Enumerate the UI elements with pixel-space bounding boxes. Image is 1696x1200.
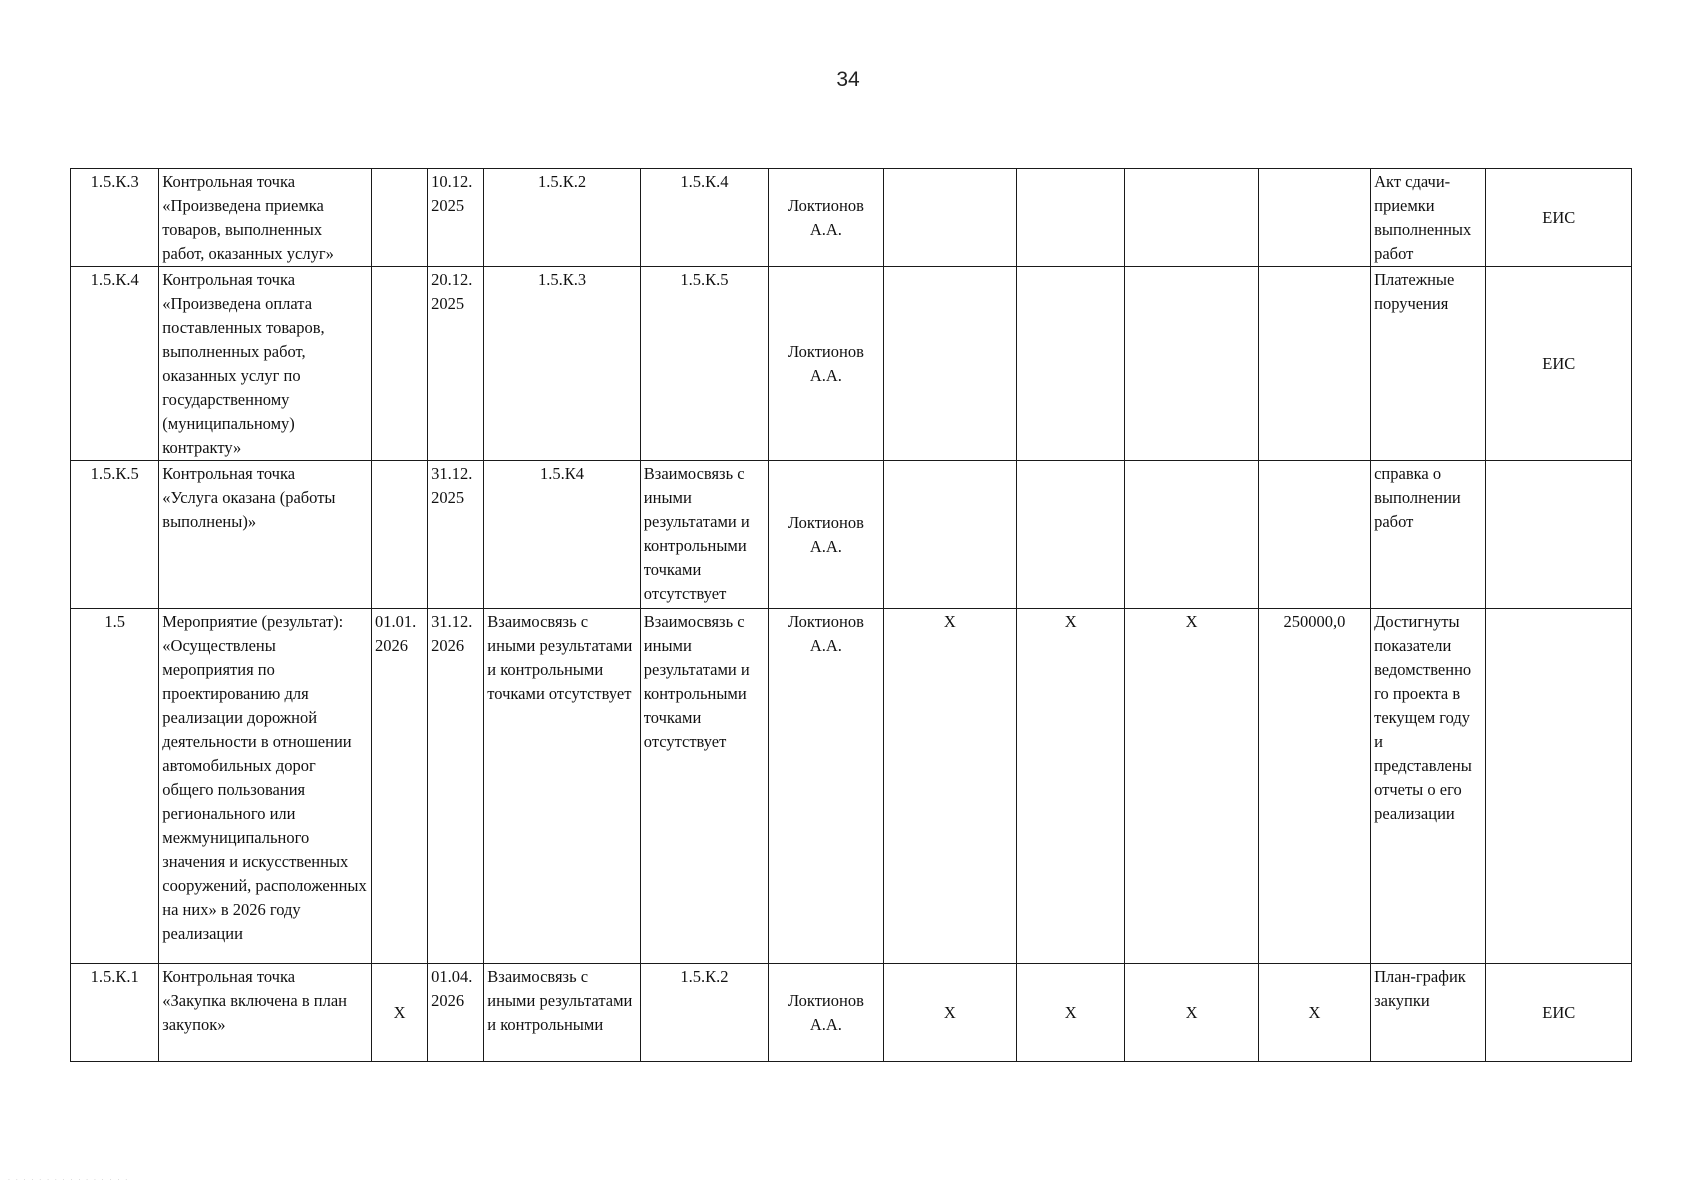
row-successor: Взаимосвязь с иными результатами и контрольными точками отсутствует <box>640 461 768 609</box>
row-col9 <box>1016 461 1124 609</box>
row-predecessor: Взаимосвязь с иными результатами и контрольными <box>484 964 641 1062</box>
row-responsible: Локтионов А.А. <box>769 609 883 964</box>
row-col9 <box>1016 169 1124 267</box>
row-code: 1.5.К.5 <box>71 461 159 609</box>
table-row <box>71 267 1632 461</box>
row-predecessor: 1.5.К4 <box>484 461 641 609</box>
row-end-date: 20.12. 2025 <box>428 267 484 461</box>
row-responsible: Локтионов А.А. <box>769 169 883 267</box>
row-predecessor: Взаимосвязь с иными результатами и контрольными точками отсутствует <box>484 609 641 964</box>
row-start-date <box>371 267 427 461</box>
row-col9: X <box>1016 964 1124 1062</box>
row-name: Контрольная точка «Услуга оказана (работы выполнены)» <box>159 461 372 609</box>
row-col9 <box>1016 267 1124 461</box>
row-successor: 1.5.К.5 <box>640 267 768 461</box>
row-responsible: Локтионов А.А. <box>769 267 883 461</box>
control-points-table <box>70 168 1632 1062</box>
row-col8: X <box>883 964 1016 1062</box>
row-end-date: 31.12. 2026 <box>428 609 484 964</box>
row-col11 <box>1258 267 1370 461</box>
row-successor: 1.5.К.4 <box>640 169 768 267</box>
table-row <box>71 169 1632 267</box>
row-col11: X <box>1258 964 1370 1062</box>
row-system <box>1486 461 1632 609</box>
row-document: Платежные поручения <box>1371 267 1486 461</box>
page-number: 34 <box>836 68 860 91</box>
row-name: Контрольная точка «Произведена приемка товаров, выполненных работ, оказанных услуг» <box>159 169 372 267</box>
row-document: План-график закупки <box>1371 964 1486 1062</box>
row-code: 1.5.К.3 <box>71 169 159 267</box>
row-start-date <box>371 169 427 267</box>
row-system: ЕИС <box>1486 267 1632 461</box>
row-col9: X <box>1016 609 1124 964</box>
row-col10: X <box>1125 609 1258 964</box>
row-col11 <box>1258 169 1370 267</box>
table-row <box>71 609 1632 964</box>
row-code: 1.5 <box>71 609 159 964</box>
row-responsible: Локтионов А.А. <box>769 964 883 1062</box>
row-system: ЕИС <box>1486 964 1632 1062</box>
row-col10 <box>1125 169 1258 267</box>
row-col10 <box>1125 267 1258 461</box>
scan-artifact: . . . . . . . . . . . . . . . . <box>8 1175 130 1182</box>
row-system <box>1486 609 1632 964</box>
row-col8 <box>883 461 1016 609</box>
row-system: ЕИС <box>1486 169 1632 267</box>
row-predecessor: 1.5.К.2 <box>484 169 641 267</box>
table-row <box>71 461 1632 609</box>
row-col8 <box>883 267 1016 461</box>
row-name: Контрольная точка «Закупка включена в план закупок» <box>159 964 372 1062</box>
row-start-date: X <box>371 964 427 1062</box>
row-end-date: 10.12. 2025 <box>428 169 484 267</box>
row-responsible: Локтионов А.А. <box>769 461 883 609</box>
row-predecessor: 1.5.К.3 <box>484 267 641 461</box>
row-end-date: 01.04. 2026 <box>428 964 484 1062</box>
row-code: 1.5.К.4 <box>71 267 159 461</box>
row-col11: 250000,0 <box>1258 609 1370 964</box>
table-row <box>71 964 1632 1062</box>
row-document: Достигнуты показатели ведомственно го проекта в текущем году и представлены отчеты о его реализации <box>1371 609 1486 964</box>
row-col10: X <box>1125 964 1258 1062</box>
row-start-date: 01.01. 2026 <box>371 609 427 964</box>
row-start-date <box>371 461 427 609</box>
row-successor: Взаимосвязь с иными результатами и контрольными точками отсутствует <box>640 609 768 964</box>
row-name: Мероприятие (результат): «Осуществлены мероприятия по проектированию для реализации дорожной деятельности в отношении автомобильных дорог общего пользования регионального или межмуниципального значения и искусственных сооружений, расположенных на них» в 2026 году реализации <box>159 609 372 964</box>
row-col11 <box>1258 461 1370 609</box>
row-code: 1.5.К.1 <box>71 964 159 1062</box>
row-document: справка о выполнении работ <box>1371 461 1486 609</box>
row-end-date: 31.12. 2025 <box>428 461 484 609</box>
row-col10 <box>1125 461 1258 609</box>
row-document: Акт сдачи- приемки выполненных работ <box>1371 169 1486 267</box>
row-name: Контрольная точка «Произведена оплата поставленных товаров, выполненных работ, оказанных услуг по государственному (муниципальному) контракту» <box>159 267 372 461</box>
row-col8 <box>883 169 1016 267</box>
row-successor: 1.5.К.2 <box>640 964 768 1062</box>
row-col8: X <box>883 609 1016 964</box>
